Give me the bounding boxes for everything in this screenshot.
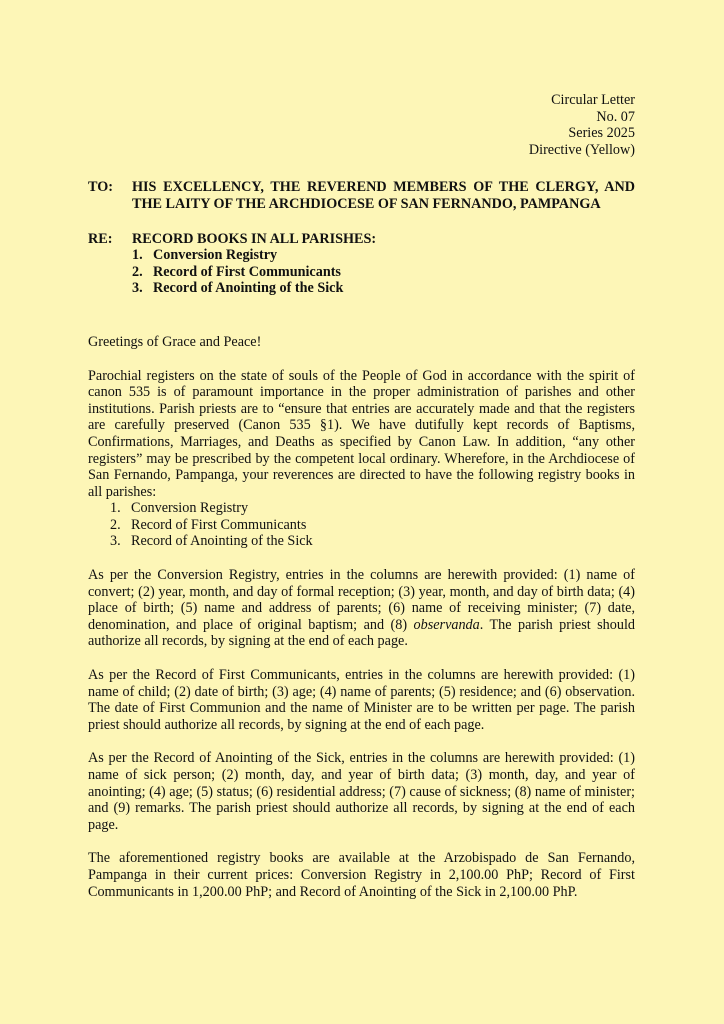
to-label: TO: [88, 179, 113, 196]
re-item-text: Conversion Registry [153, 247, 278, 264]
re-list-item [132, 264, 635, 281]
re-label: RE: [88, 230, 113, 247]
re-item-text: Record of Anointing of the Sick [153, 280, 344, 297]
header-line-series: Series 2025 [568, 125, 635, 142]
registry-list-item [110, 517, 635, 534]
re-list-item [132, 247, 635, 264]
registry-list [88, 500, 635, 550]
re-item-number: 1. [132, 247, 143, 264]
registry-item-text: Record of Anointing of the Sick [131, 533, 313, 550]
paragraph-first-communicants: As per the Record of First Communicants, entries in the columns are herewith provided: (1) name of child; (2) date of birth; (3) age; (4) name of parents; (5) residence; and (6) observation. The date of First Communion and the name of Minister are to be written per page. The parish priest should authorize all records, by signing at the end of each page. [88, 667, 635, 733]
re-item-number: 3. [132, 280, 143, 297]
re-section [88, 231, 635, 297]
paragraph-prices: The aforementioned registry books are available at the Arzobispado de San Fernando, Pampanga in their current prices: Conversion Registry in 2,100.00 PhP; Record of First Communicants in 1,200.00 PhP; and Record of Anointing of the Sick in 2,100.00 PhP. [88, 850, 635, 900]
registry-item-number: 3. [110, 533, 121, 550]
paragraph-conversion-text-2: . The parish priest should authorize all records, by signing at the end of each page. [88, 616, 635, 650]
re-list [132, 247, 635, 297]
observanda-term: observanda [413, 616, 480, 633]
paragraph-conversion-registry [88, 567, 635, 650]
to-addressees [132, 179, 635, 212]
to-line-1: HIS EXCELLENCY, THE REVEREND MEMBERS OF THE CLERGY, AND [132, 179, 635, 196]
re-item-number: 2. [132, 263, 143, 280]
header-line-number: No. 07 [596, 108, 635, 125]
paragraph-conversion-text-1: As per the Conversion Registry, entries in the columns are herewith provided: (1) name of convert; (2) year, month, and day of formal reception; (3) year, month, and day of birth data; (4) place of birth; (5) name and address of parents; (6) name of receiving minister; (7) date, denomination, and place of original baptism; and (8) [88, 567, 635, 633]
header-line-circular: Circular Letter [551, 92, 635, 108]
registry-list-item [110, 500, 635, 517]
letter-body [88, 92, 635, 900]
to-section [88, 179, 635, 212]
registry-item-number: 1. [110, 500, 121, 517]
circular-header [88, 92, 635, 158]
registry-item-number: 2. [110, 516, 121, 533]
paragraph-parochial-registers: Parochial registers on the state of souls of the People of God in accordance with the spirit of canon 535 is of paramount importance in the proper administration of parishes and other institutions. Parish priests are to “ensure that entries are accurately made and that the registers are carefully preserved (Canon 535 §1). We have dutifully kept records of Baptisms, Confirmations, Marriages, and Deaths as specified by Canon Law. In addition, “any other registers” may be prescribed by the competent local ordinary. Wherefore, in the Archdiocese of San Fernando, Pampanga, your reverences are directed to have the following registry books in all parishes: [88, 367, 635, 500]
re-item-text: Record of First Communicants [153, 263, 341, 280]
to-line-2: THE LAITY OF THE ARCHDIOCESE OF SAN FERNANDO, PAMPANGA [132, 195, 601, 212]
registry-list-item [110, 533, 635, 550]
re-subject [132, 231, 635, 297]
greeting: Greetings of Grace and Peace! [88, 333, 262, 350]
registry-item-text: Conversion Registry [131, 500, 249, 517]
header-line-directive: Directive (Yellow) [528, 141, 635, 158]
re-list-item [132, 280, 635, 297]
re-title: RECORD BOOKS IN ALL PARISHES: [132, 230, 377, 247]
paragraph-anointing-of-sick: As per the Record of Anointing of the Sick, entries in the columns are herewith provided: (1) name of sick person; (2) month, day, and year of birth data; (3) month, day, and year of anointing; (4) age; (5) status; (6) residential address; (7) cause of sickness; (8) name of minister; and (9) remarks. The parish priest should authorize all records, by signing at the end of each page. [88, 750, 635, 833]
registry-item-text: Record of First Communicants [131, 516, 307, 533]
